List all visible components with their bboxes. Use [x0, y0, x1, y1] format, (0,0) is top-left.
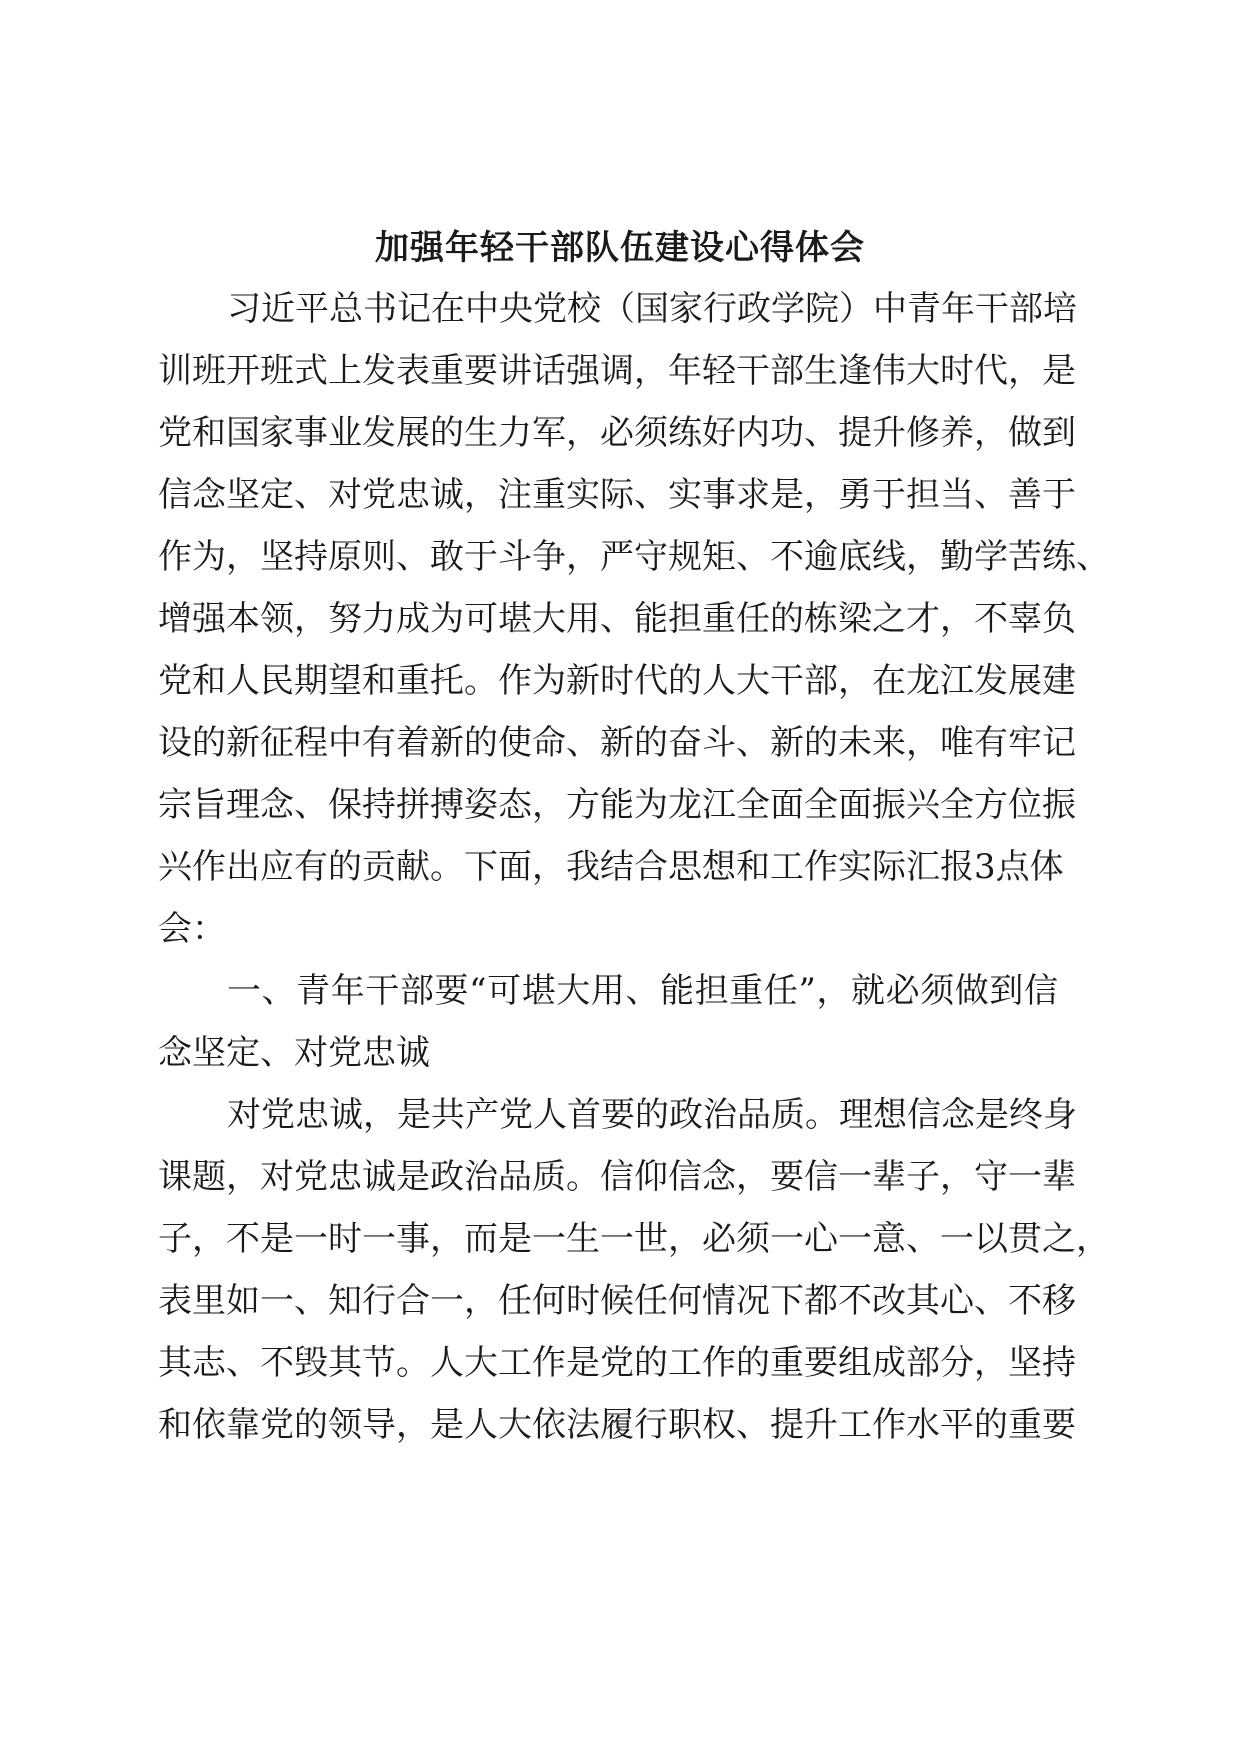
paragraph-line: 党和人民期望和重托。作为新时代的人大干部，在龙江发展建 [158, 661, 1076, 701]
paragraph-line: 子，不是一时一事，而是一生一世，必须一心一意、一以贯之， [158, 1219, 1110, 1259]
paragraph-line: 信念坚定、对党忠诚，注重实际、实事求是，勇于担当、善于 [158, 475, 1076, 515]
paragraph-line: 作为，坚持原则、敢于斗争，严守规矩、不逾底线，勤学苦练、 [158, 537, 1110, 577]
paragraph-line: 设的新征程中有着新的使命、新的奋斗、新的未来，唯有牢记 [158, 723, 1076, 763]
paragraph-line: 兴作出应有的贡献。下面，我结合思想和工作实际汇报3点体 [158, 847, 1064, 887]
section-heading-line: 念坚定、对党忠诚 [158, 1033, 430, 1073]
paragraph-line: 课题，对党忠诚是政治品质。信仰信念，要信一辈子，守一辈 [158, 1157, 1076, 1197]
paragraph-line: 党和国家事业发展的生力军，必须练好内功、提升修养，做到 [158, 413, 1076, 453]
paragraph-line: 表里如一、知行合一，任何时候任何情况下都不改其心、不移 [158, 1281, 1076, 1321]
paragraph-line: 宗旨理念、保持拼搏姿态，方能为龙江全面全面振兴全方位振 [158, 785, 1076, 825]
paragraph-line: 和依靠党的领导，是人大依法履行职权、提升工作水平的重要 [158, 1405, 1076, 1445]
paragraph-line: 增强本领，努力成为可堪大用、能担重任的栋梁之才，不辜负 [158, 599, 1076, 639]
section-heading-line: 一、青年干部要“可堪大用、能担重任”，就必须做到信 [227, 971, 1058, 1011]
document-title: 加强年轻干部队伍建设心得体会 [375, 228, 865, 268]
paragraph-line: 习近平总书记在中央党校（国家行政学院）中青年干部培 [227, 289, 1077, 329]
paragraph-line: 训班开班式上发表重要讲话强调，年轻干部生逢伟大时代，是 [158, 351, 1076, 391]
paragraph-line: 对党忠诚，是共产党人首要的政治品质。理想信念是终身 [227, 1095, 1077, 1135]
paragraph-line: 会： [158, 909, 226, 949]
paragraph-line: 其志、不毁其节。人大工作是党的工作的重要组成部分，坚持 [158, 1343, 1076, 1383]
